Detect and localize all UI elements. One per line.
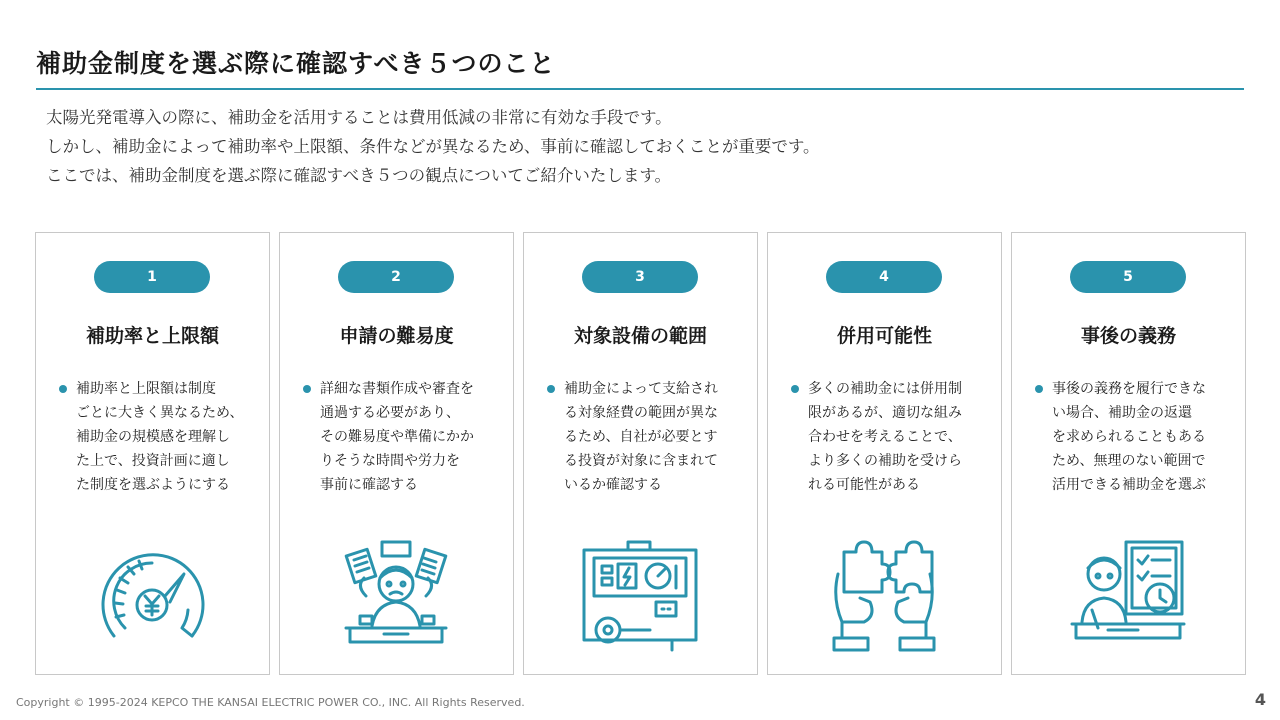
card-post-obligations	[1011, 232, 1246, 675]
overwhelmed-worker-icon	[336, 538, 456, 653]
card-subsidy-rate	[35, 232, 270, 675]
intro-text	[46, 103, 820, 190]
description-line: 補助金の規模感を理解し	[76, 429, 230, 445]
description-line: 通過する必要があり、	[320, 405, 460, 421]
description-line: ため、無理のない範囲で	[1052, 453, 1206, 469]
generator-equipment-icon	[580, 538, 700, 653]
description-line: るため、自社が必要とす	[564, 429, 718, 445]
card-title: 補助率と上限額	[85, 325, 219, 347]
card-eligible-equipment	[523, 232, 758, 675]
intro-line: しかし、補助金によって補助率や上限額、条件などが異なるため、事前に確認しておくことが重要です。	[46, 137, 820, 156]
card-description	[1052, 377, 1230, 497]
description-line: 詳細な書類作成や審査を	[320, 381, 474, 397]
worker-checklist-clock-icon	[1068, 538, 1188, 653]
description-line: 活用できる補助金を選ぶ	[1052, 477, 1206, 493]
bullet-dot	[547, 385, 555, 393]
description-line: いるか確認する	[564, 477, 662, 493]
card-description	[320, 377, 498, 497]
card-number-badge: 4	[826, 261, 942, 293]
card-title: 事後の義務	[1080, 325, 1176, 347]
card-application-difficulty	[279, 232, 514, 675]
card-title: 対象設備の範囲	[573, 325, 707, 347]
bullet-dot	[1035, 385, 1043, 393]
checkpoint-cards	[35, 232, 1246, 675]
description-line: 限があるが、適切な組み	[808, 405, 962, 421]
description-line: を求められることもある	[1052, 429, 1206, 445]
card-number-badge: 2	[338, 261, 454, 293]
description-line: る投資が対象に含まれて	[564, 453, 718, 469]
copyright-footer: Copyright © 1995-2024 KEPCO THE KANSAI ELECTRIC POWER CO., INC. All Rights Reserved.	[16, 696, 525, 709]
description-line: た制度を選ぶようにする	[76, 477, 230, 493]
description-line: い場合、補助金の返還	[1052, 405, 1192, 421]
description-line: 多くの補助金には併用制	[808, 381, 962, 397]
description-line: 事後の義務を履行できな	[1052, 381, 1206, 397]
card-description	[808, 377, 986, 497]
intro-line: 太陽光発電導入の際に、補助金を活用することは費用低減の非常に有効な手段です。	[46, 108, 672, 127]
description-line: より多くの補助を受けら	[808, 453, 962, 469]
description-line: た上で、投資計画に適し	[76, 453, 230, 469]
title-divider	[36, 88, 1244, 90]
bullet-dot	[303, 385, 311, 393]
description-line: れる可能性がある	[808, 477, 920, 493]
description-line: ごとに大きく異なるため、	[76, 405, 244, 421]
description-line: 合わせを考えることで、	[808, 429, 962, 445]
description-line: 補助金によって支給され	[564, 381, 718, 397]
bullet-dot	[59, 385, 67, 393]
page-number: 4	[1254, 690, 1266, 709]
speedometer-yen-icon	[92, 538, 212, 653]
card-number-badge: 5	[1070, 261, 1186, 293]
description-line: 補助率と上限額は制度	[76, 381, 216, 397]
card-title: 申請の難易度	[339, 325, 454, 347]
card-combinability	[767, 232, 1002, 675]
description-line: その難易度や準備にかか	[320, 429, 474, 445]
puzzle-hands-icon	[824, 538, 944, 653]
bullet-dot	[791, 385, 799, 393]
card-number-badge: 1	[94, 261, 210, 293]
card-title: 併用可能性	[836, 325, 932, 347]
intro-line: ここでは、補助金制度を選ぶ際に確認すべき５つの観点についてご紹介いたします。	[46, 166, 672, 185]
card-description	[76, 377, 254, 497]
description-line: りそうな時間や労力を	[320, 453, 460, 469]
page-title: 補助金制度を選ぶ際に確認すべき５つのこと	[36, 49, 556, 78]
card-number-badge: 3	[582, 261, 698, 293]
card-description	[564, 377, 742, 497]
description-line: る対象経費の範囲が異な	[564, 405, 718, 421]
description-line: 事前に確認する	[320, 477, 418, 493]
